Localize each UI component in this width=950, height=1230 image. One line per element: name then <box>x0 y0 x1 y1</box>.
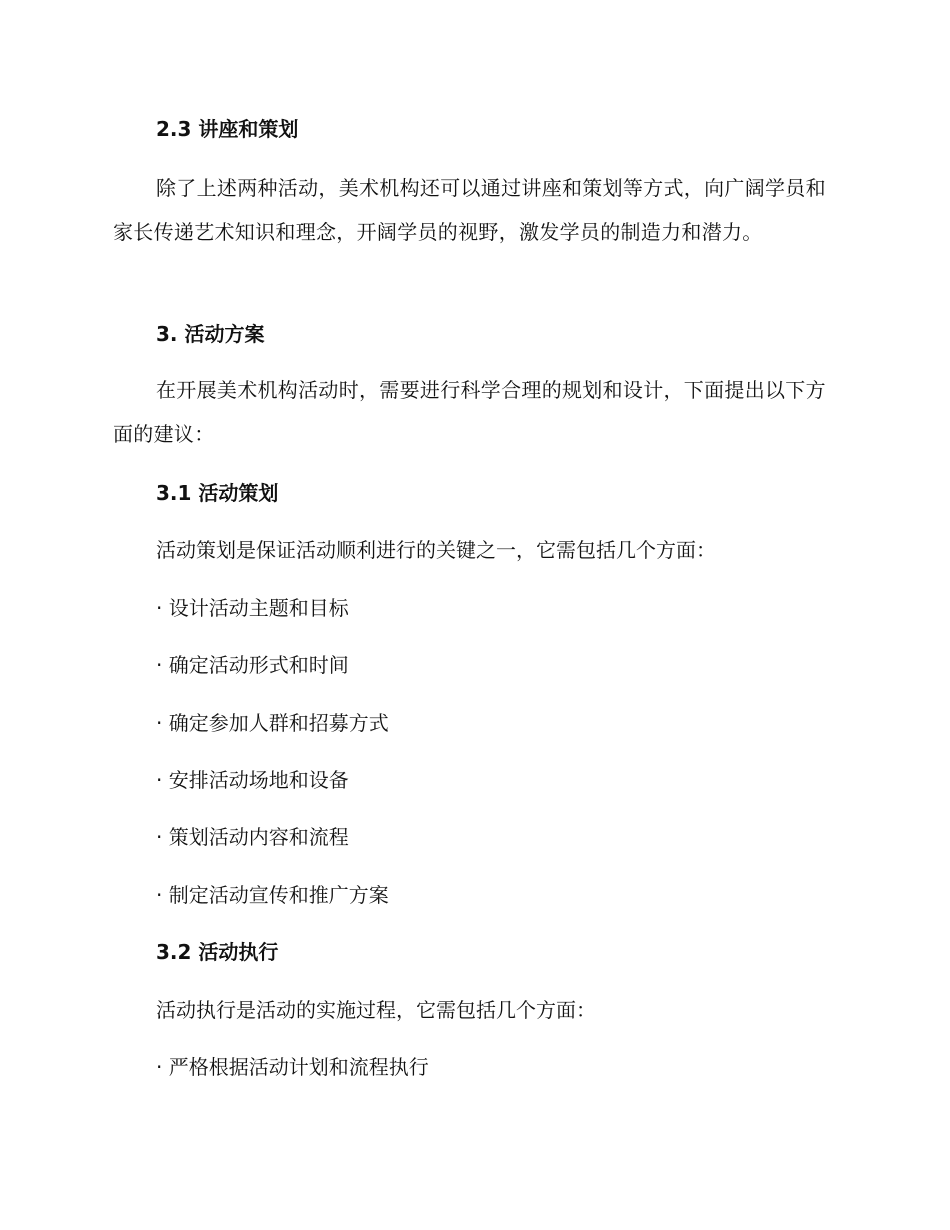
list-item: · 确定活动形式和时间 <box>156 653 349 677</box>
section-3-1-intro: 活动策划是保证活动顺利进行的关键之一，它需包括几个方面： <box>156 538 716 562</box>
list-item: · 策划活动内容和流程 <box>156 825 349 849</box>
section-3-2-intro: 活动执行是活动的实施过程，它需包括几个方面： <box>156 998 596 1022</box>
section-3-2-heading: 3.2 活动执行 <box>156 940 279 964</box>
section-2-3-heading: 2.3 讲座和策划 <box>156 117 299 141</box>
section-3-heading: 3. 活动方案 <box>156 322 265 346</box>
list-item: · 确定参加人群和招募方式 <box>156 711 389 735</box>
section-3-paragraph: 在开展美术机构活动时，需要进行科学合理的规划和设计，下面提出以下方面的建议： <box>113 378 826 446</box>
section-2-3-paragraph: 除了上述两种活动，美术机构还可以通过讲座和策划等方式，向广阔学员和家长传递艺术知识和理念，开阔学员的视野，激发学员的制造力和潜力。 <box>113 176 826 244</box>
list-item: · 制定活动宣传和推广方案 <box>156 883 389 907</box>
section-3-1-heading: 3.1 活动策划 <box>156 481 279 505</box>
list-item: · 安排活动场地和设备 <box>156 768 349 792</box>
list-item: · 严格根据活动计划和流程执行 <box>156 1055 429 1079</box>
list-item: · 设计活动主题和目标 <box>156 596 349 620</box>
